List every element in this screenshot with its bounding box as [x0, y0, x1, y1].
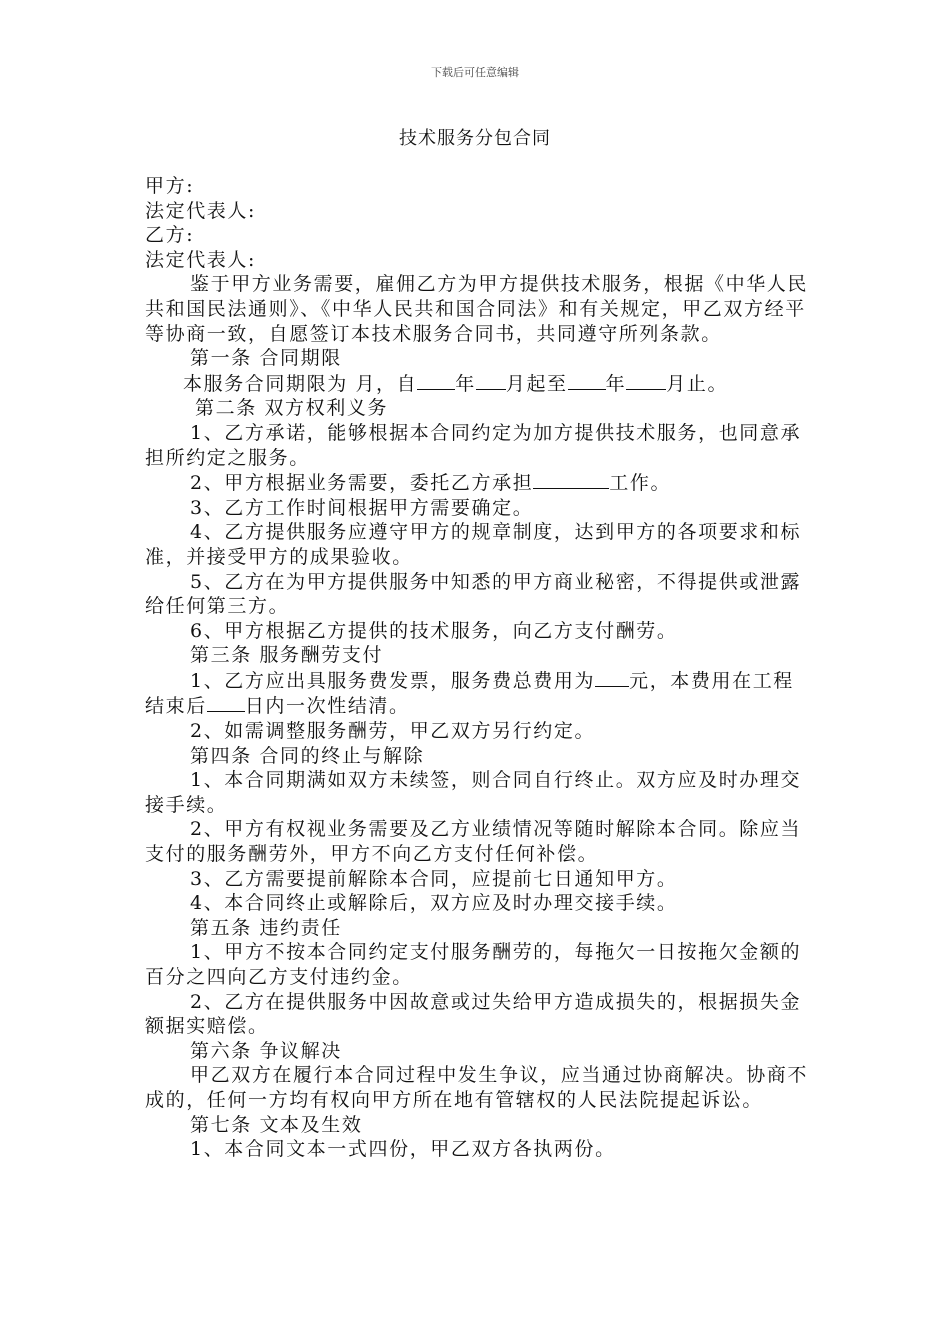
article-5-item-1: 1、甲方不按本合同约定支付服务酬劳的，每拖欠一日按拖欠金额的百分之四向乙方支付违约金。 [145, 941, 802, 988]
preamble: 鉴于甲方业务需要，雇佣乙方为甲方提供技术服务，根据《中华人民共和国民法通则》、《中华人民共和国合同法》和有关规定，甲乙双方经平等协商一致，自愿签订本技术服务合同书，共同遵守所列条款。 [145, 273, 809, 345]
article-4-item-3: 3、乙方需要提前解除本合同，应提前七日通知甲方。 [190, 867, 678, 890]
article-7-item-1: 1、本合同文本一式四份，甲乙双方各执两份。 [190, 1138, 616, 1161]
article-3-item-1: 1、乙方应出具服务费发票，服务费总费用为 元，本费用在工程结束后 日内一次性结清。 [145, 669, 794, 718]
article-2-item-3: 3、乙方工作时间根据甲方需要确定。 [190, 496, 534, 519]
article-4-item-2: 2、甲方有权视业务需要及乙方业绩情况等随时解除本合同。除应当支付的服务酬劳外，甲方不向乙方支付任何补偿。 [145, 818, 802, 866]
party-b-rep-line: 法定代表人: [145, 248, 257, 271]
article-5-title: 第五条 违约责任 [190, 916, 342, 939]
party-a-rep-line: 法定代表人: [145, 199, 257, 222]
blank-settle-days[interactable] [207, 693, 245, 712]
article-2-item-1: 1、乙方承诺，能够根据本合同约定为加方提供技术服务，也同意承担所约定之服务。 [145, 421, 802, 469]
article-4-item-1: 1、本合同期满如双方未续签，则合同自行终止。双方应及时办理交接手续。 [145, 769, 802, 816]
party-a-line: 甲方: [145, 175, 195, 197]
article-3-title: 第三条 服务酬劳支付 [190, 644, 384, 667]
article-1-title: 第一条 合同期限 [190, 347, 342, 370]
article-6-text: 甲乙双方在履行本合同过程中发生争议，应当通过协商解决。协商不成的，任何一方均有权向甲方所在地有管辖权的人民法院提起诉讼。 [145, 1064, 809, 1111]
blank-fee-amount[interactable] [595, 668, 629, 687]
article-7-title: 第七条 文本及生效 [190, 1113, 363, 1136]
article-5-item-2: 2、乙方在提供服务中因故意或过失给甲方造成损失的，根据损失金额据实赔偿。 [145, 990, 802, 1038]
blank-start-month[interactable] [476, 371, 506, 390]
article-2-item-5: 5、乙方在为甲方提供服务中知悉的甲方商业秘密，不得提供或泄露给任何第三方。 [145, 570, 802, 618]
blank-work-content[interactable] [533, 470, 609, 489]
article-2-item-4: 4、乙方提供服务应遵守甲方的规章制度，达到甲方的各项要求和标准，并接受甲方的成果验收。 [145, 521, 802, 568]
blank-start-year[interactable] [417, 371, 455, 390]
article-4-title: 第四条 合同的终止与解除 [190, 744, 425, 767]
header-note: 下载后可任意编辑 [431, 66, 519, 79]
blank-end-year[interactable] [568, 371, 606, 390]
party-b-line: 乙方: [145, 224, 195, 247]
article-2-item-6: 6、甲方根据乙方提供的技术服务，向乙方支付酬劳。 [190, 619, 678, 642]
article-3-item-2: 2、如需调整服务酬劳，甲乙双方另行约定。 [190, 720, 596, 743]
blank-end-month[interactable] [626, 371, 666, 390]
article-2-title: 第二条 双方权利义务 [195, 397, 389, 420]
article-4-item-4: 4、本合同终止或解除后，双方应及时办理交接手续。 [190, 892, 678, 915]
article-6-title: 第六条 争议解决 [190, 1039, 342, 1062]
contract-body [145, 174, 810, 1162]
article-2-item-2: 2、甲方根据业务需要，委托乙方承担 工作。 [190, 472, 672, 495]
article-1-term: 本服务合同期限为 月，自 年 月起至 年 月止。 [183, 372, 729, 395]
document-title: 技术服务分包合同 [399, 128, 551, 149]
